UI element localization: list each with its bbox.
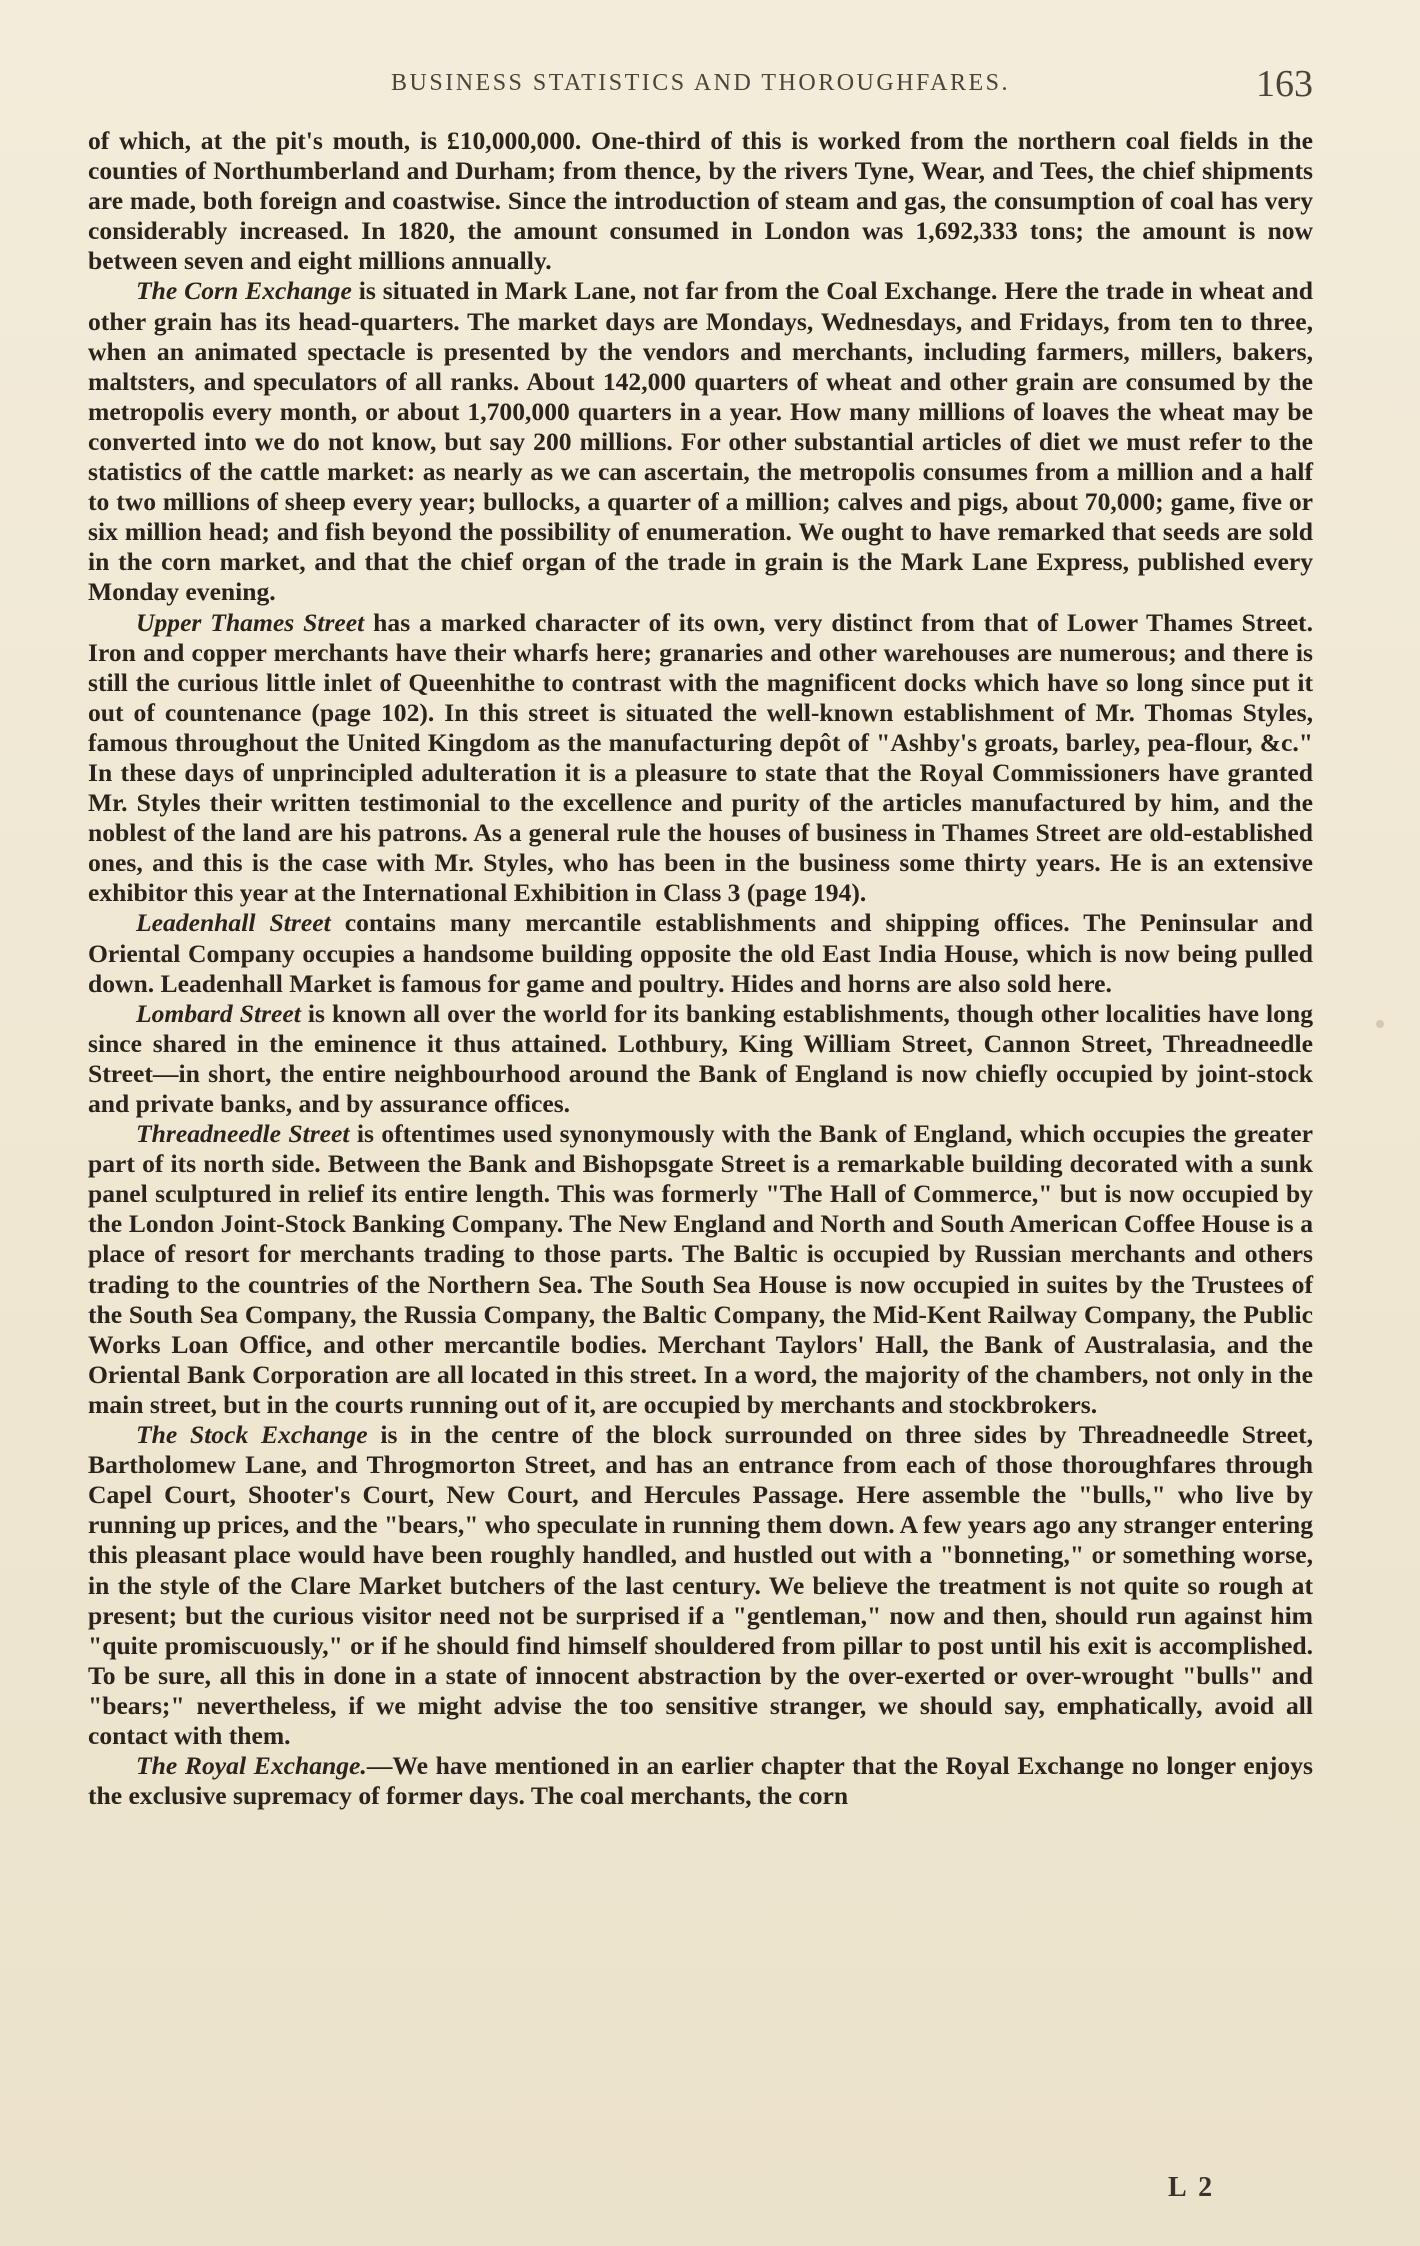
- paragraph-coal-continued: [88, 126, 1313, 276]
- paragraph-lombard-street: [88, 999, 1313, 1119]
- paragraph-text: is situated in Mark Lane, not far from the Coal Exchange. Here the trade in wheat and other grain has its head-quarters. The market days are Mondays, Wednesdays, and Fridays, from ten to three, when an animated spectacle is presented by the vendors and merchants, including farmers, millers, bakers, maltsters, and speculators of all ranks. About 142,000 quarters of wheat and other grain are consumed by the metropolis every month, or about 1,700,000 quarters in a year. How many millions of loaves the wheat may be converted into we do not know, but say 200 millions. For other substantial articles of diet we must refer to the statistics of the cattle market: as nearly as we can ascertain, the metropolis consumes from a million and a half to two millions of sheep every year; bullocks, a quarter of a million; calves and pigs, about 70,000; game, five or six million head; and fish beyond the possibility of enumeration. We ought to have remarked that seeds are sold in the corn market, and that the chief organ of the trade in grain is the Mark Lane Express, published every Monday evening.: [88, 276, 1313, 607]
- paragraph-text: is in the centre of the block surrounded on three sides by Threadneedle Street, Bartholomew Lane, and Throgmorton Street, and has an entrance from each of those thoroughfares through Capel Court, Shooter's Court, New Court, and Hercules Passage. Here assemble the "bulls," who live by running up prices, and the "bears," who speculate in running them down. A few years ago any stranger entering this pleasant place would have been roughly handled, and hustled out with a "bonneting," or something worse, in the style of the Clare Market butchers of the last century. We believe the treatment is not quite so rough at present; but the curious visitor need not be surprised if a "gentleman," now and then, should run against him "quite promiscuously," or if he should find himself shouldered from pillar to post until his exit is accomplished. To be sure, all this in done in a state of innocent abstraction by the over-exerted or over-wrought "bulls" and "bears;" nevertheless, if we might advise the too sensitive stranger, we should say, emphatically, avoid all contact with them.: [88, 1420, 1313, 1750]
- topic-heading: Threadneedle Street: [136, 1119, 350, 1149]
- signature-mark: L 2: [1168, 2172, 1216, 2203]
- topic-heading: Leadenhall Street: [136, 908, 331, 938]
- topic-heading: Upper Thames Street: [136, 607, 365, 637]
- paragraph-text: of which, at the pit's mouth, is £10,000,000. One-third of this is worked from the northern coal fields in the counties of Northumberland and Durham; from thence, by the rivers Tyne, Wear, and Tees, the chief shipments are made, both foreign and coastwise. Since the introduction of steam and gas, the consumption of coal has very considerably increased. In 1820, the amount consumed in London was 1,692,333 tons; the amount is now between seven and eight millions annually.: [88, 126, 1313, 276]
- running-head: [88, 58, 1313, 108]
- paragraph-text: is oftentimes used synonymously with the Bank of England, which occupies the greater part of its north side. Between the Bank and Bishopsgate Street is a remarkable building decorated with a sunk panel sculptured in relief its entire length. This was formerly "The Hall of Commerce," but is now occupied by the London Joint-Stock Banking Company. The New England and North and South American Coffee House is a place of resort for merchants trading to those parts. The Baltic is occupied by Russian merchants and others trading to the countries of the Northern Sea. The South Sea House is now occupied in suites by the Trustees of the South Sea Company, the Russia Company, the Baltic Company, the Mid-Kent Railway Company, the Public Works Loan Office, and other mercantile bodies. Merchant Taylors' Hall, the Bank of Australasia, and the Oriental Bank Corporation are all located in this street. In a word, the majority of the chambers, not only in the main street, but in the courts running out of it, are occupied by merchants and stockbrokers.: [88, 1119, 1313, 1419]
- paragraph-leadenhall-street: [88, 908, 1313, 998]
- paragraph-stock-exchange: [88, 1420, 1313, 1751]
- paragraph-corn-exchange: [88, 276, 1313, 607]
- body-text: [88, 126, 1313, 1811]
- paragraph-text: is known all over the world for its banking establishments, though other localities have long since shared in the eminence it thus attained. Lothbury, King William Street, Cannon Street, Threadneedle Street—in short, the entire neighbourhood around the Bank of England is now chiefly occupied by joint-stock and private banks, and by assurance offices.: [88, 998, 1313, 1118]
- paragraph-text: has a marked character of its own, very distinct from that of Lower Thames Street. Iron and copper merchants have their wharfs here; granaries and other warehouses are numerous; and there is still the curious little inlet of Queenhithe to contrast with the magnificent docks which have so long since put it out of countenance (page 102). In this street is situated the well-known establishment of Mr. Thomas Styles, famous throughout the United Kingdom as the manufacturing depôt of "Ashby's groats, barley, pea-flour, &c." In these days of unprincipled adulteration it is a pleasure to state that the Royal Commissioners have granted Mr. Styles their written testimonial to the excellence and purity of the articles manufactured by him, and the noblest of the land are his patrons. As a general rule the houses of business in Thames Street are old-established ones, and this is the case with Mr. Styles, who has been in the business some thirty years. He is an extensive exhibitor this year at the International Exhibition in Class 3 (page 194).: [88, 607, 1313, 908]
- paragraph-text: —We have mentioned in an earlier chapter that the Royal Exchange no longer enjoys the exclusive supremacy of former days. The coal merchants, the corn: [88, 1751, 1313, 1811]
- topic-heading: The Corn Exchange: [136, 276, 352, 306]
- topic-heading: Lombard Street: [136, 998, 301, 1028]
- paragraph-threadneedle-street: [88, 1119, 1313, 1420]
- topic-heading: The Royal Exchange.: [136, 1751, 367, 1781]
- paragraph-upper-thames-street: [88, 608, 1313, 909]
- paragraph-royal-exchange: [88, 1751, 1313, 1811]
- running-title: BUSINESS STATISTICS AND THOROUGHFARES.: [391, 70, 1010, 96]
- topic-heading: The Stock Exchange: [136, 1420, 368, 1450]
- page-number: 163: [1256, 63, 1313, 105]
- paper-blemish: [1376, 1020, 1384, 1028]
- paragraph-text: contains many mercantile establishments and shipping offices. The Peninsular and Oriental Company occupies a handsome building opposite the old East India House, which is now being pulled down. Leadenhall Market is famous for game and poultry. Hides and horns are also sold here.: [88, 908, 1314, 998]
